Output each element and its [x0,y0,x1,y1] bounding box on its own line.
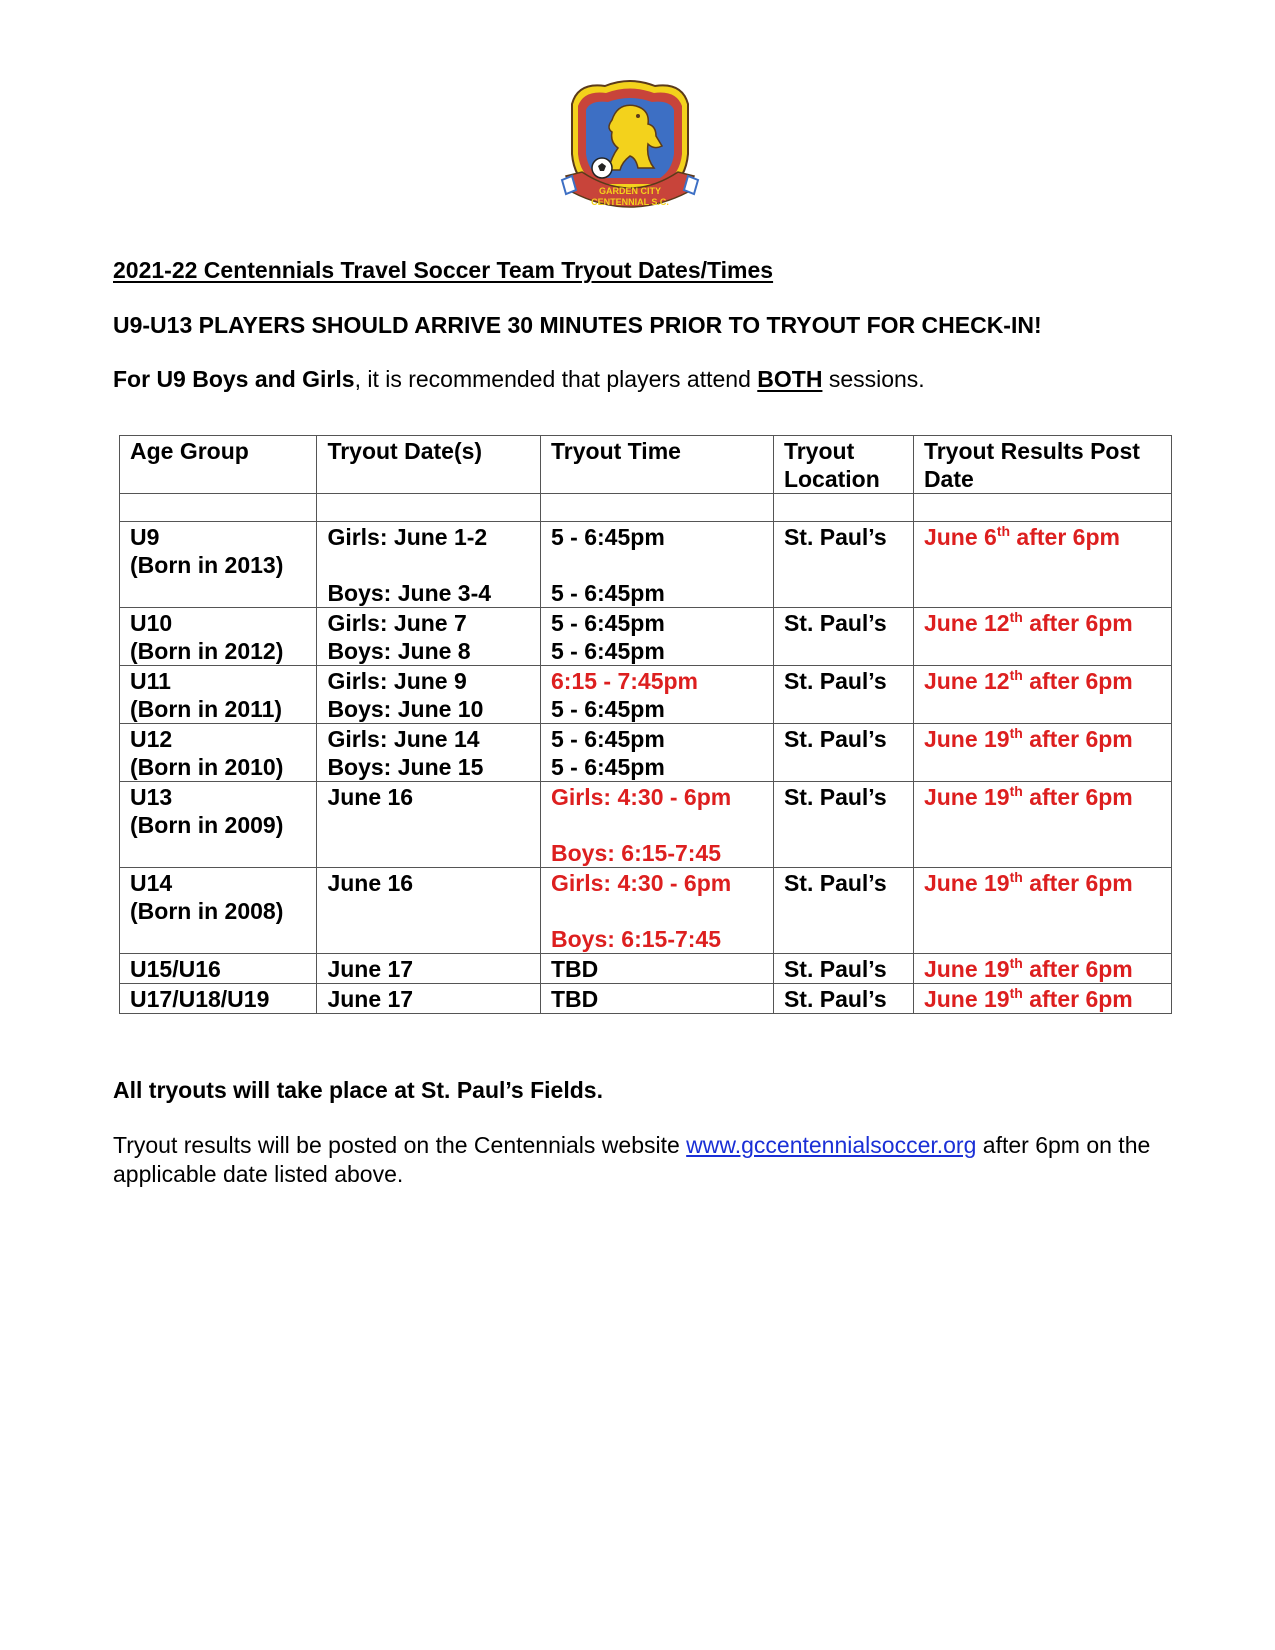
tryout-date: Boys: June 8 [327,638,471,664]
tryout-time: 5 - 6:45pm [551,754,665,780]
tryout-time: 5 - 6:45pm [551,638,665,664]
tryout-location: St. Paul’s [773,608,913,666]
results-post-date: June 19th after 6pm [913,782,1171,868]
age-group: U13 [130,784,173,810]
table-row [120,954,1172,984]
tryout-date: Girls: June 9 [327,668,467,694]
results-post-date: June 12th after 6pm [913,666,1171,724]
table-row [120,782,1172,868]
header-tryout-time: Tryout Time [541,436,774,494]
tryout-location-note: All tryouts will take place at St. Paul’s Fields. [113,1077,603,1103]
tryout-time: 5 - 6:45pm [551,524,665,550]
tryout-time: 6:15 - 7:45pm [551,668,699,694]
age-group: U9 [130,524,160,550]
tryout-date: June 16 [317,782,541,868]
age-group: U14 [130,870,173,896]
table-row [120,608,1172,666]
club-crest-logo [560,76,700,216]
birth-year: (Born in 2011) [130,696,283,722]
tryout-location: St. Paul’s [773,782,913,868]
page-title: 2021-22 Centennials Travel Soccer Team Tryout Dates/Times [113,257,774,283]
tryout-location: St. Paul’s [773,522,913,608]
table-row [120,984,1172,1014]
table-row [120,724,1172,782]
website-link[interactable]: www.gccentennialsoccer.org [686,1132,977,1158]
tryout-time: TBD [541,954,774,984]
header-tryout-location: Tryout Location [773,436,913,494]
tryout-schedule-table [119,435,1172,1014]
tryout-time: TBD [541,984,774,1014]
birth-year: (Born in 2012) [130,638,284,664]
tryout-location: St. Paul’s [773,984,913,1014]
results-post-date: June 19th after 6pm [913,984,1171,1014]
u9-note: For U9 Boys and Girls, it is recommended that players attend BOTH sessions. [113,366,925,392]
tryout-date: Boys: June 15 [327,754,484,780]
header-results-post-date: Tryout Results Post Date [913,436,1171,494]
tryout-date: Girls: June 7 [327,610,467,636]
tryout-location: St. Paul’s [773,868,913,954]
tryout-time: 5 - 6:45pm [551,726,665,752]
table-row [120,666,1172,724]
age-group: U17/U18/U19 [120,984,317,1014]
tryout-date: June 17 [317,954,541,984]
tryout-time: 5 - 6:45pm [551,610,665,636]
tryout-time: 5 - 6:45pm [551,580,665,606]
results-post-date: June 19th after 6pm [913,868,1171,954]
tryout-date: Girls: June 1-2 [327,524,488,550]
birth-year: (Born in 2013) [130,552,284,578]
table-spacer-row [120,494,1172,522]
age-group: U12 [130,726,173,752]
tryout-time: Boys: 6:15-7:45 [551,926,722,952]
results-post-date: June 19th after 6pm [913,954,1171,984]
tryout-date: Girls: June 14 [327,726,480,752]
tryout-date: June 17 [317,984,541,1014]
tryout-time: 5 - 6:45pm [551,696,665,722]
header-age-group: Age Group [120,436,317,494]
birth-year: (Born in 2010) [130,754,284,780]
svg-text:GARDEN CITY: GARDEN CITY [598,186,662,196]
tryout-location: St. Paul’s [773,724,913,782]
table-row [120,868,1172,954]
birth-year: (Born in 2009) [130,812,284,838]
age-group: U15/U16 [120,954,317,984]
arrival-notice: U9-U13 PLAYERS SHOULD ARRIVE 30 MINUTES PRIOR TO TRYOUT FOR CHECK-IN! [113,312,1042,338]
birth-year: (Born in 2008) [130,898,284,924]
results-post-date: June 12th after 6pm [913,608,1171,666]
tryout-time: Girls: 4:30 - 6pm [551,870,732,896]
results-post-date: June 19th after 6pm [913,724,1171,782]
tryout-location: St. Paul’s [773,954,913,984]
results-post-date: June 6th after 6pm [913,522,1171,608]
tryout-time: Girls: 4:30 - 6pm [551,784,732,810]
tryout-date: June 16 [317,868,541,954]
header-tryout-dates: Tryout Date(s) [317,436,541,494]
svg-text:CENTENNIAL S.C.: CENTENNIAL S.C. [591,197,669,207]
results-note: Tryout results will be posted on the Centennials website www.gccentennialsoccer.org after 6pm on the applicable date listed above. [113,1132,1151,1187]
tryout-date: Boys: June 10 [327,696,484,722]
table-row [120,522,1172,608]
tryout-time: Boys: 6:15-7:45 [551,840,722,866]
tryout-location: St. Paul’s [773,666,913,724]
age-group: U11 [130,668,171,694]
table-header-row [120,436,1172,494]
age-group: U10 [130,610,173,636]
tryout-date: Boys: June 3-4 [327,580,492,606]
